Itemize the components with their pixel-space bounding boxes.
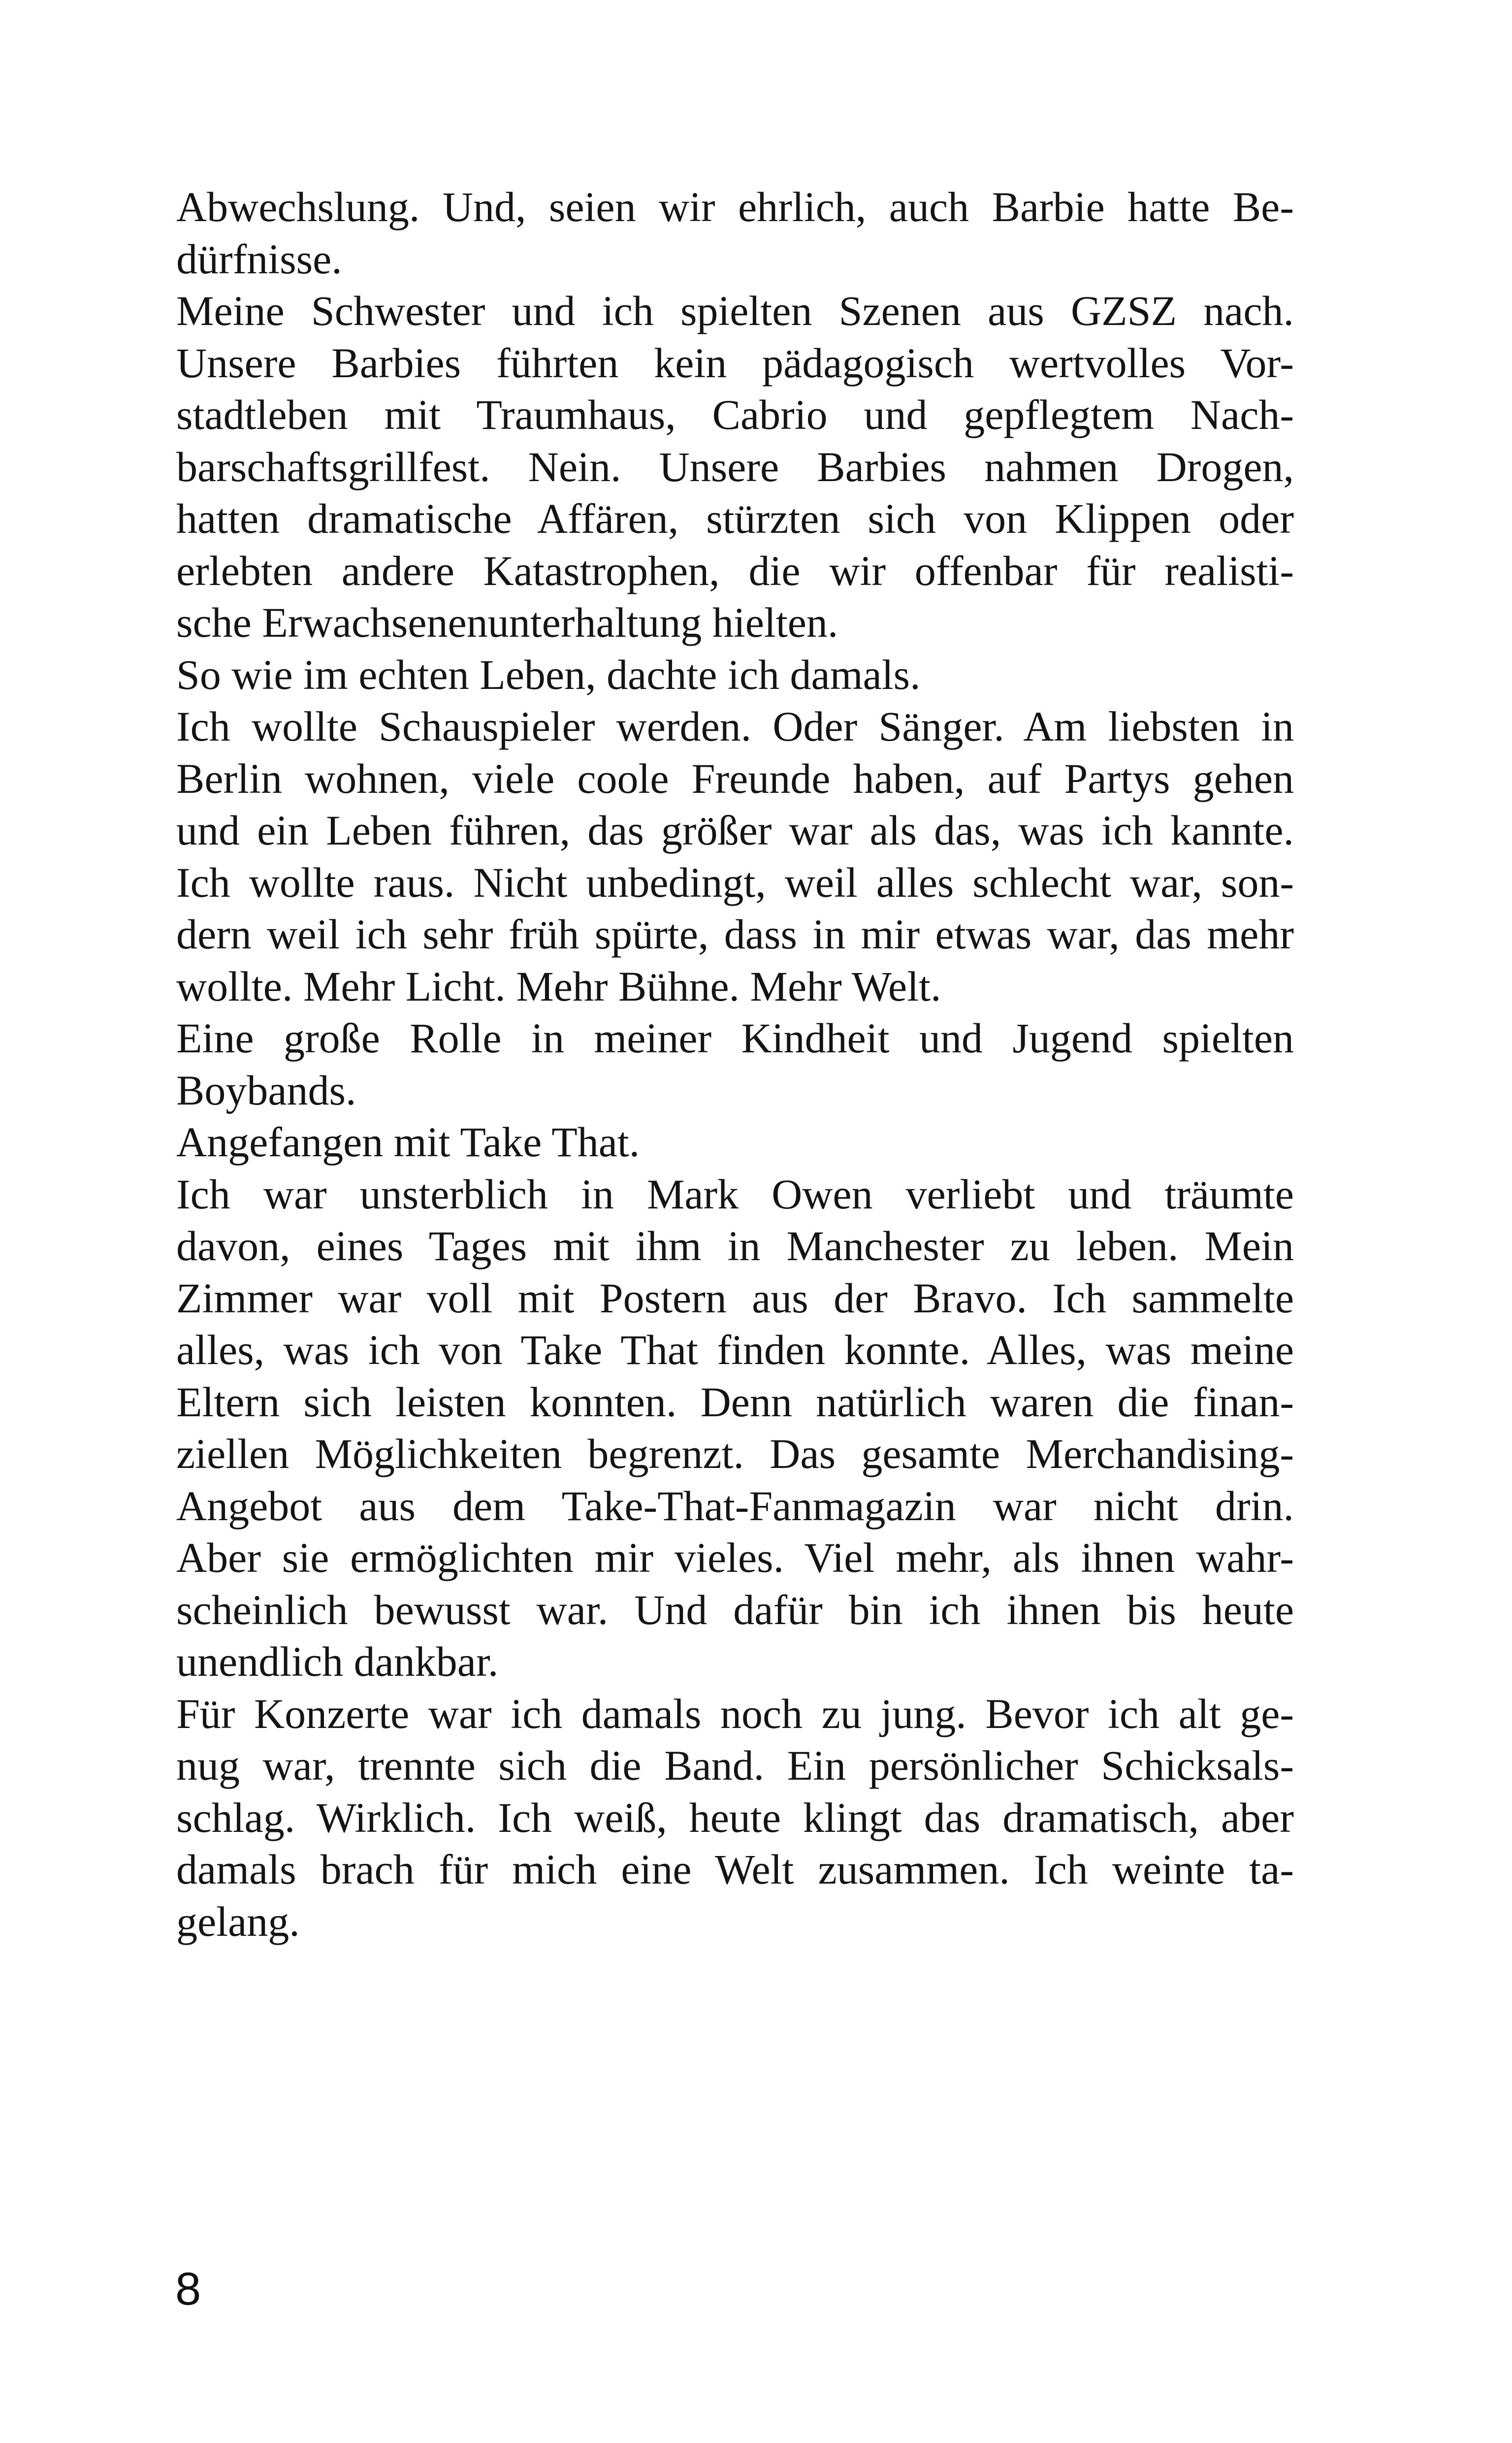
text-line: Ich war unsterblich in Mark Owen verliebt und träumte	[176, 1170, 1294, 1218]
text-line: gelang.	[176, 1897, 300, 1945]
text-line: nug war, trennte sich die Band. Ein persönlicher Schicksals-	[176, 1742, 1294, 1789]
paragraph	[176, 1116, 1294, 1169]
text-line: davon, eines Tages mit ihm in Manchester zu leben. Mein	[176, 1222, 1294, 1270]
text-line: dürfnisse.	[176, 235, 342, 283]
text-line: erlebten andere Katastrophen, die wir offenbar für realisti-	[176, 547, 1294, 594]
page-number: 8	[175, 2263, 201, 2314]
text-line: hatten dramatische Affären, stürzten sich von Klippen oder	[176, 495, 1294, 542]
text-line: Meine Schwester und ich spielten Szenen aus GZSZ nach.	[176, 287, 1294, 334]
text-line: Zimmer war voll mit Postern aus der Bravo. Ich sammelte	[176, 1274, 1294, 1322]
text-line: und ein Leben führen, das größer war als das, was ich kannte.	[176, 807, 1294, 854]
text-line: So wie im echten Leben, dachte ich damals.	[176, 651, 921, 698]
text-line: Angebot aus dem Take-That-Fanmagazin war nicht drin.	[176, 1482, 1294, 1530]
text-line: ziellen Möglichkeiten begrenzt. Das gesamte Merchandising-	[176, 1430, 1294, 1477]
text-line: Berlin wohnen, viele coole Freunde haben, auf Partys gehen	[176, 754, 1294, 802]
text-line: Aber sie ermöglichten mir vieles. Viel mehr, als ihnen wahr-	[176, 1534, 1294, 1581]
text-line: scheinlich bewusst war. Und dafür bin ich ihnen bis heute	[176, 1586, 1294, 1633]
text-line: dern weil ich sehr früh spürte, dass in mir etwas war, das mehr	[176, 911, 1294, 958]
paragraph	[176, 285, 1294, 649]
text-line: Angefangen mit Take That.	[176, 1118, 640, 1166]
text-line: Ich wollte raus. Nicht unbedingt, weil alles schlecht war, son-	[176, 858, 1294, 906]
text-line: sche Erwachsenenunterhaltung hielten.	[176, 599, 838, 646]
body-text	[176, 181, 1294, 1948]
text-line: unendlich dankbar.	[176, 1638, 499, 1685]
text-line: Für Konzerte war ich damals noch zu jung. Bevor ich alt ge-	[176, 1690, 1294, 1737]
text-line: Abwechslung. Und, seien wir ehrlich, auch Barbie hatte Be-	[176, 183, 1294, 230]
paragraph	[176, 1169, 1294, 1688]
paragraph	[176, 649, 1294, 701]
text-line: Eltern sich leisten konnten. Denn natürlich waren die finan-	[176, 1378, 1294, 1426]
text-line: stadtleben mit Traumhaus, Cabrio und gepflegtem Nach-	[176, 391, 1294, 438]
text-line: Boybands.	[176, 1066, 356, 1114]
text-line: barschaftsgrillfest. Nein. Unsere Barbies nahmen Drogen,	[176, 443, 1294, 490]
text-line: schlag. Wirklich. Ich weiß, heute klingt das dramatisch, aber	[176, 1793, 1294, 1841]
paragraph	[176, 701, 1294, 1012]
text-line: Ich wollte Schauspieler werden. Oder Sänger. Am liebsten in	[176, 703, 1294, 750]
paragraph	[176, 181, 1294, 285]
paragraph	[176, 1012, 1294, 1116]
text-line: Eine große Rolle in meiner Kindheit und Jugend spielten	[176, 1014, 1294, 1062]
text-line: Unsere Barbies führten kein pädagogisch wertvolles Vor-	[176, 339, 1294, 387]
paragraph	[176, 1688, 1294, 1948]
text-line: alles, was ich von Take That finden konnte. Alles, was meine	[176, 1326, 1294, 1373]
text-line: wollte. Mehr Licht. Mehr Bühne. Mehr Welt.	[176, 962, 941, 1010]
text-line: damals brach für mich eine Welt zusammen. Ich weinte ta-	[176, 1846, 1294, 1893]
